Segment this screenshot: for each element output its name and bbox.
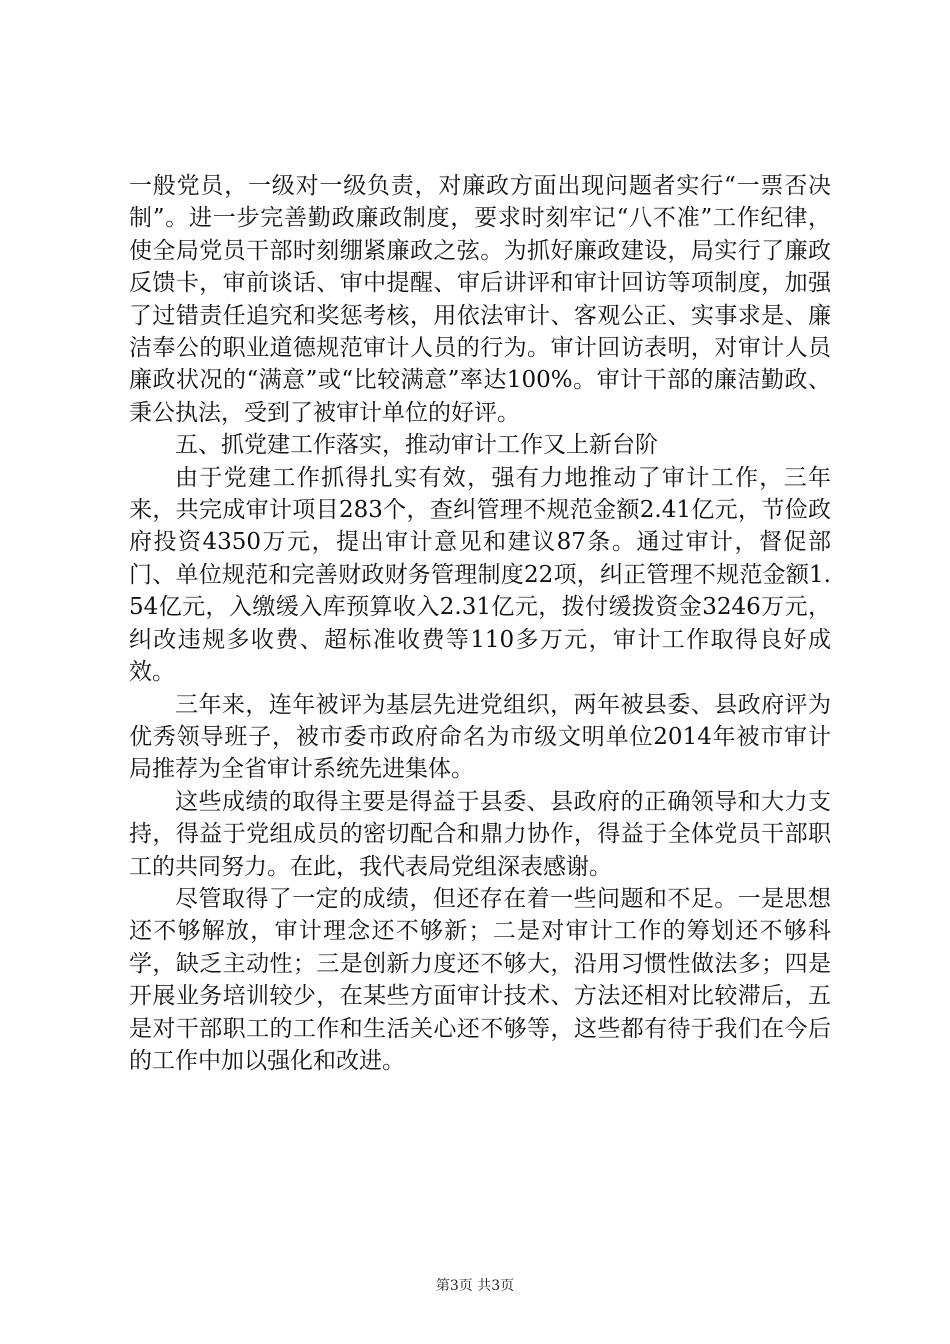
document-body: [129, 170, 831, 1077]
paragraph-honors: 三年来，连年被评为基层先进党组织，两年被县委、县政府评为优秀领导班子，被市委市政府命名为市级文明单位2014年被市审计局推荐为全省审计系统先进集体。: [129, 691, 831, 783]
section-heading-five: 五、抓党建工作落实，推动审计工作又上新台阶: [175, 432, 658, 459]
paragraph-thanks: 这些成绩的取得主要是得益于县委、县政府的正确领导和大力支持，得益于党组成员的密切配合和鼎力协作，得益于全体党员干部职工的共同努力。在此，我代表局党组深表感谢。: [129, 788, 831, 880]
paragraph-shortcomings: 尽管取得了一定的成绩，但还存在着一些问题和不足。一是思想还不够解放，审计理念还不够新；二是对审计工作的筹划还不够科学，缺乏主动性；三是创新力度还不够大，沿用习惯性做法多；四是开展业务培训较少，在某些方面审计技术、方法还相对比较滞后，五是对干部职工的工作和生活关心还不够等，这些都有待于我们在今后的工作中加以强化和改进。: [129, 885, 831, 1074]
paragraph-integrity-rules: 一般党员，一级对一级负责，对廉政方面出现问题者实行“一票否决制”。进一步完善勤政廉政制度，要求时刻牢记“八不准”工作纪律，使全局党员干部时刻绷紧廉政之弦。为抓好廉政建设，局实行了廉政反馈卡，审前谈话、审中提醒、审后讲评和审计回访等项制度，加强了过错责任追究和奖惩考核，用依法审计、客观公正、实事求是、廉洁奉公的职业道德规范审计人员的行为。审计回访表明，对审计人员廉政状况的“满意”或“比较满意”率达100%。审计干部的廉洁勤政、秉公执法，受到了被审计单位的好评。: [129, 173, 831, 426]
page-footer: 第3页 共3页: [435, 1278, 515, 1294]
paragraph-audit-results: 由于党建工作抓得扎实有效，强有力地推动了审计工作，三年来，共完成审计项目283个，查纠管理不规范金额2.41亿元，节俭政府投资4350万元，提出审计意见和建议87条。通过审计，督促部门、单位规范和完善财政财务管理制度22项，纠正管理不规范金额1.54亿元，入缴缓入库预算收入2.31亿元，拨付缓拨资金3246万元，纠改违规多收费、超标准收费等110多万元，审计工作取得良好成效。: [129, 464, 831, 686]
